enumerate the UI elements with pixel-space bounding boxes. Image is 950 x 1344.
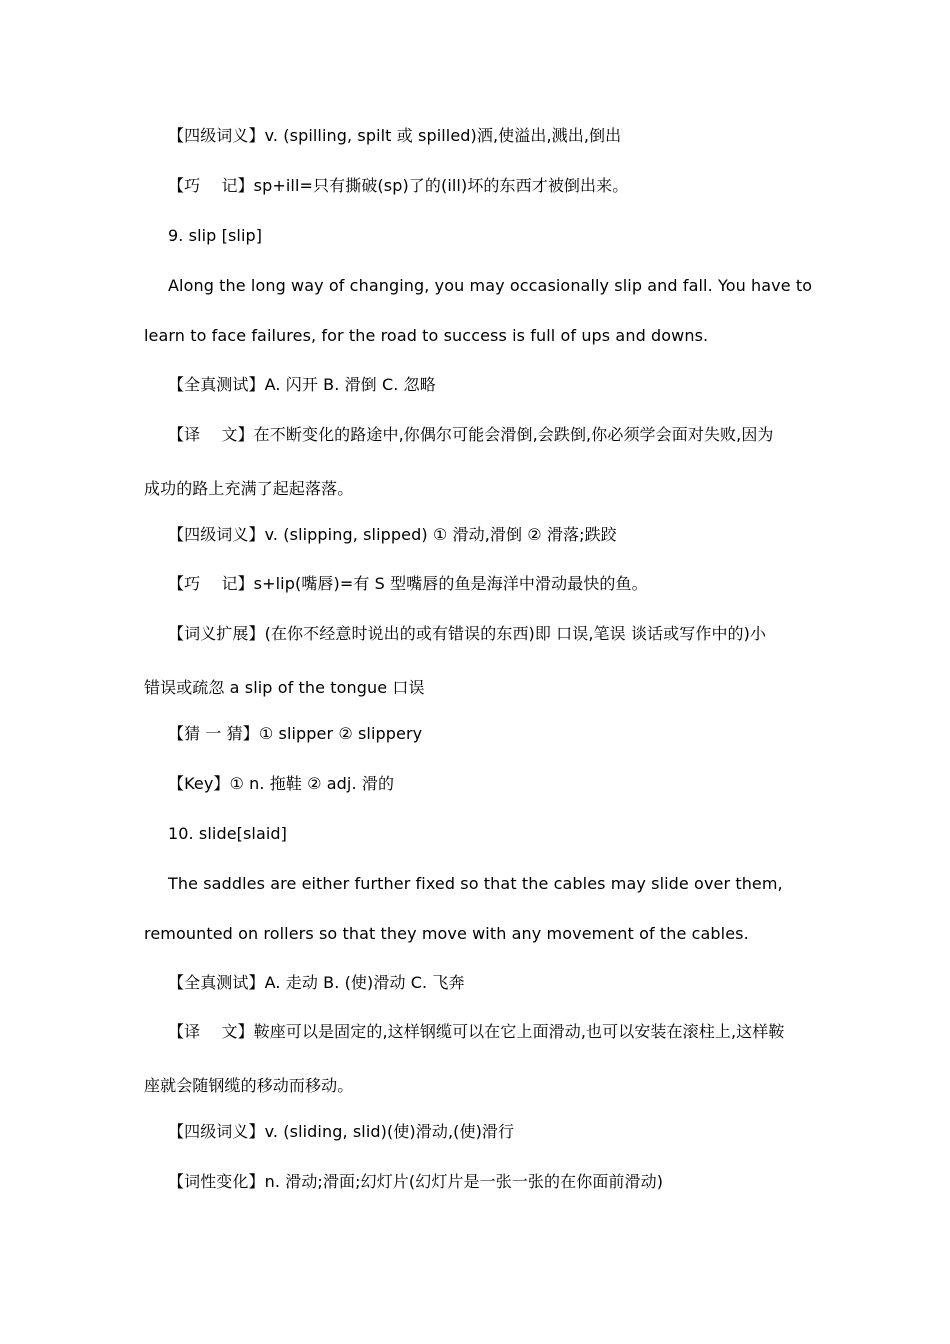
entry-heading-slide: 10. slide[slaid] bbox=[168, 824, 288, 843]
slip-translation-line1: 【译 文】在不断变化的路途中,你偶尔可能会滑倒,会跌倒,你必须学会面对失败,因为 bbox=[168, 425, 774, 444]
slide-translation-line2: 座就会随钢缆的移动而移动。 bbox=[144, 1076, 354, 1095]
slip-translation-line2: 成功的路上充满了起起落落。 bbox=[144, 479, 354, 498]
spill-cet4-meaning: 【四级词义】v. (spilling, spilt 或 spilled)洒,使溢出,溅出,倒出 bbox=[168, 126, 622, 145]
slip-guess-key: 【Key】① n. 拖鞋 ② adj. 滑的 bbox=[168, 774, 395, 793]
slip-meaning-extension-line1: 【词义扩展】(在你不经意时说出的或有错误的东西)即 口误,笔误 谈话或写作中的)小 bbox=[168, 624, 767, 643]
slide-cet4-meaning: 【四级词义】v. (sliding, slid)(使)滑动,(使)滑行 bbox=[168, 1122, 515, 1141]
slip-meaning-extension-line2: 错误或疏忽 a slip of the tongue 口误 bbox=[144, 678, 425, 697]
entry-heading-slip: 9. slip [slip] bbox=[168, 226, 263, 245]
slide-quiz-options: 【全真测试】A. 走动 B. (使)滑动 C. 飞奔 bbox=[168, 973, 465, 992]
slide-part-of-speech-change: 【词性变化】n. 滑动;滑面;幻灯片(幻灯片是一张一张的在你面前滑动) bbox=[168, 1172, 664, 1191]
slip-guess-items: 【猜 一 猜】① slipper ② slippery bbox=[168, 724, 423, 743]
slip-example-sentence-line1: Along the long way of changing, you may occasionally slip and fall. You have to bbox=[168, 276, 813, 295]
spill-mnemonic: 【巧 记】sp+ill=只有撕破(sp)了的(ill)坏的东西才被倒出来。 bbox=[168, 176, 629, 195]
slip-cet4-meaning: 【四级词义】v. (slipping, slipped) ① 滑动,滑倒 ② 滑落;跌跤 bbox=[168, 525, 617, 544]
slip-example-sentence-line2: learn to face failures, for the road to success is full of ups and downs. bbox=[144, 326, 709, 345]
slide-example-sentence-line1: The saddles are either further fixed so that the cables may slide over them, bbox=[168, 874, 783, 893]
slide-example-sentence-line2: remounted on rollers so that they move with any movement of the cables. bbox=[144, 924, 749, 943]
slip-mnemonic: 【巧 记】s+lip(嘴唇)=有 S 型嘴唇的鱼是海洋中滑动最快的鱼。 bbox=[168, 574, 648, 593]
slide-translation-line1: 【译 文】鞍座可以是固定的,这样钢缆可以在它上面滑动,也可以安装在滚柱上,这样鞍 bbox=[168, 1022, 785, 1041]
slip-quiz-options: 【全真测试】A. 闪开 B. 滑倒 C. 忽略 bbox=[168, 375, 436, 394]
